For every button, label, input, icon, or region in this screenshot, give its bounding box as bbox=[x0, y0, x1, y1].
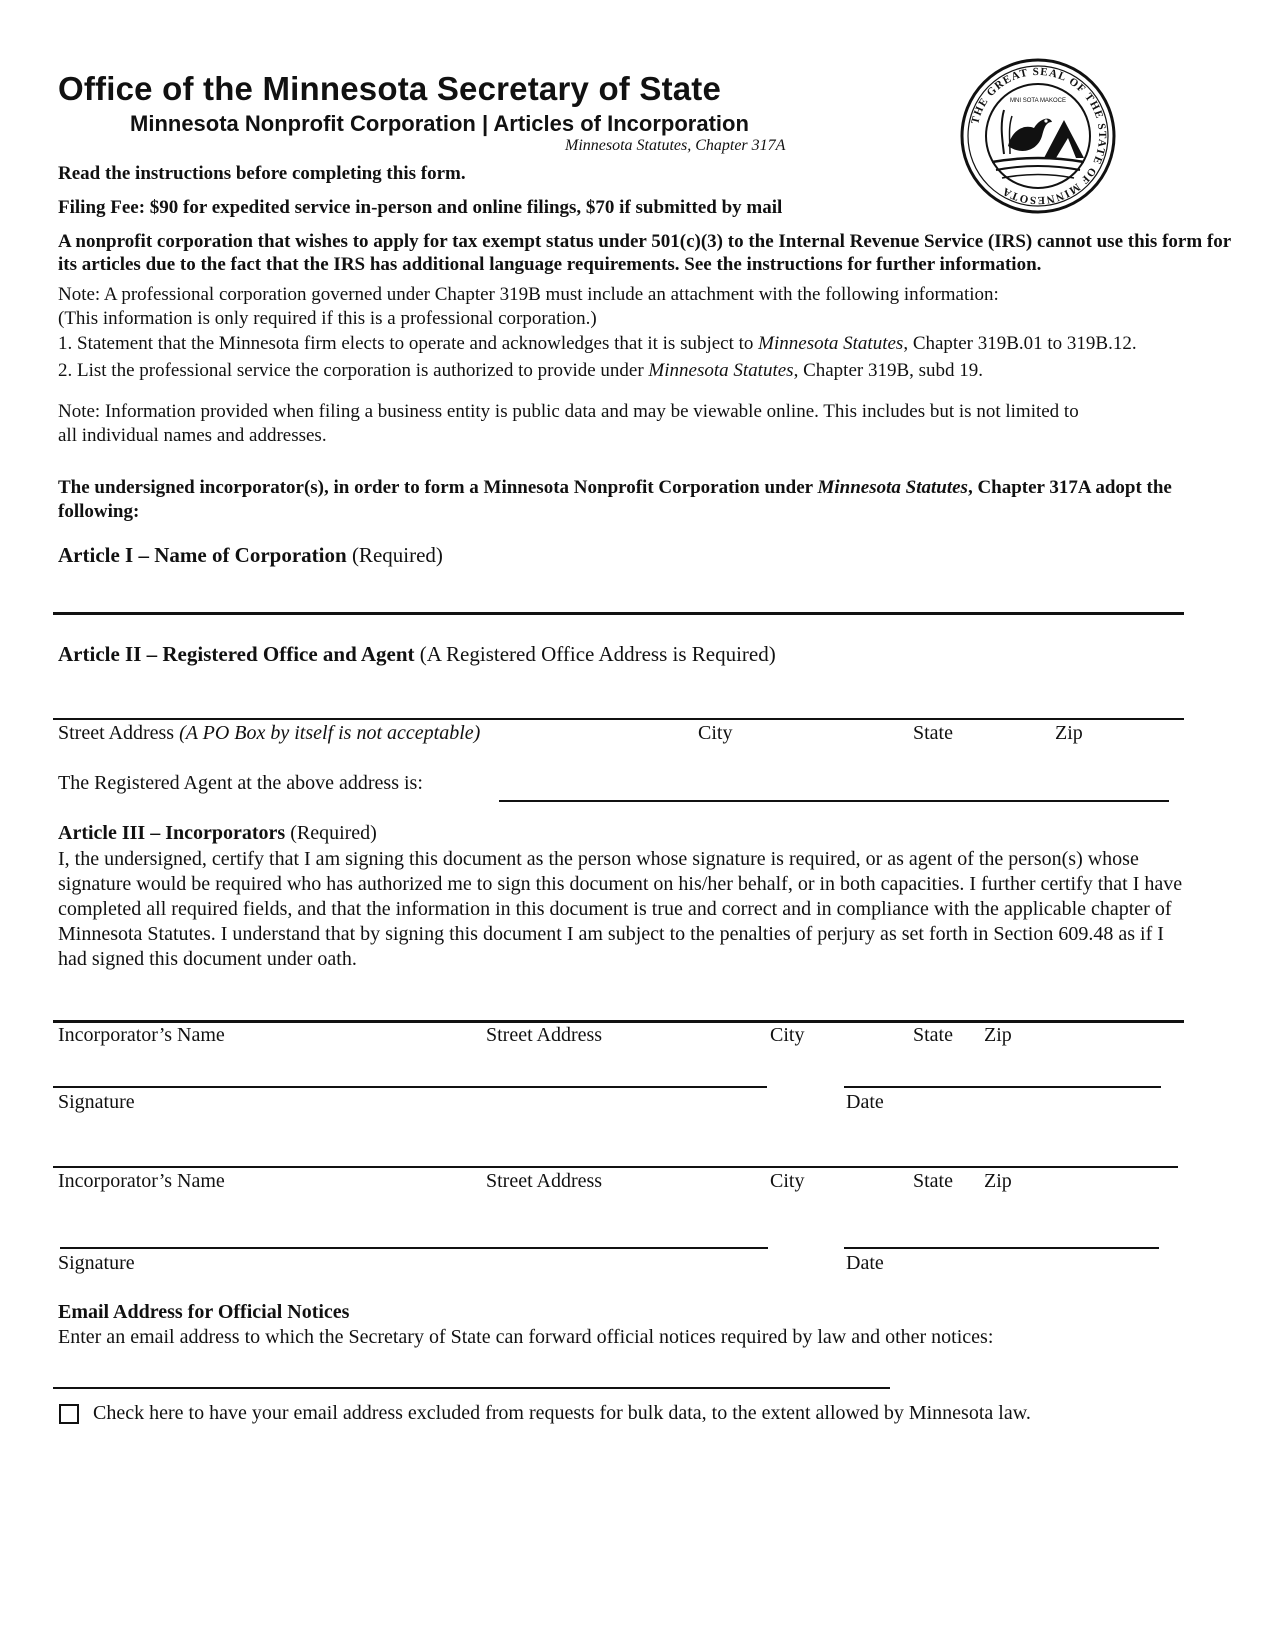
article-2-heading: Article II – Registered Office and Agent (A Registered Office Address is Required) bbox=[58, 642, 776, 666]
incorporator-2-signature-underline bbox=[60, 1247, 768, 1249]
incorporator-2-address-underline bbox=[53, 1166, 1178, 1168]
registered-agent-label: The Registered Agent at the above address is: bbox=[58, 772, 423, 794]
filing-fee: Filing Fee: $90 for expedited service in-person and online filings, $70 if submitted by mail bbox=[58, 197, 783, 218]
email-field[interactable] bbox=[58, 1360, 883, 1386]
public-data-note-line1: Note: Information provided when filing a business entity is public data and may be viewable online. This includes but is not limited to bbox=[58, 401, 1079, 422]
read-instructions: Read the instructions before completing this form. bbox=[58, 163, 466, 184]
registered-office-underline bbox=[53, 718, 1184, 720]
irs-notice: A nonprofit corporation that wishes to apply for tax exempt status under 501(c)(3) to the Internal Revenue Service (IRS) cannot use this form for its articles due to the fact that the IRS has additional language requirements. See the instructions for further information. bbox=[58, 231, 1231, 275]
incorporator-1-city-label: City bbox=[770, 1024, 805, 1046]
incorporator-1-address-underline bbox=[53, 1020, 1184, 1023]
professional-item-1: 1. Statement that the Minnesota firm elects to operate and acknowledges that it is subject to Minnesota Statutes, Chapter 319B.01 to 319B.12. bbox=[58, 333, 1137, 354]
incorporator-1-name-label: Incorporator’s Name bbox=[58, 1024, 225, 1046]
registered-agent-field[interactable] bbox=[500, 773, 1168, 799]
email-instructions: Enter an email address to which the Secretary of State can forward official notices required by law and other notices: bbox=[58, 1326, 994, 1348]
form-subtitle: Minnesota Nonprofit Corporation | Articles of Incorporation bbox=[130, 111, 749, 136]
incorporator-1-signature-underline bbox=[53, 1086, 767, 1088]
svg-text:MNI SOTA MAKOCE: MNI SOTA MAKOCE bbox=[1010, 98, 1066, 104]
incorporator-1-date-label: Date bbox=[846, 1091, 884, 1113]
incorporator-2-signature-label: Signature bbox=[58, 1252, 135, 1274]
incorporator-2-street-label: Street Address bbox=[486, 1170, 603, 1192]
incorporator-2-date-label: Date bbox=[846, 1252, 884, 1274]
incorporator-1-signature-label: Signature bbox=[58, 1091, 135, 1113]
incorporator-2-name-label: Incorporator’s Name bbox=[58, 1170, 225, 1192]
registered-office-address-field[interactable] bbox=[58, 690, 1178, 718]
article-1-heading: Article I – Name of Corporation (Required) bbox=[58, 543, 443, 567]
incorporator-1-street-label: Street Address bbox=[486, 1024, 603, 1046]
incorporator-2-address-field[interactable] bbox=[58, 1136, 1173, 1166]
svg-text:THE GREAT SEAL OF THE STATE OF: THE GREAT SEAL OF THE STATE OF MINNESOTA bbox=[969, 65, 1109, 207]
state-label: State bbox=[913, 722, 953, 744]
incorporator-1-date-underline bbox=[844, 1086, 1161, 1088]
incorporator-1-address-field[interactable] bbox=[58, 990, 1178, 1020]
incorporator-2-state-label: State bbox=[913, 1170, 953, 1192]
incorporator-2-zip-label: Zip bbox=[984, 1170, 1012, 1192]
article-3-heading: Article III – Incorporators (Required) bbox=[58, 822, 377, 844]
corporation-name-field[interactable] bbox=[58, 586, 1178, 612]
incorporator-2-date-underline bbox=[844, 1247, 1159, 1249]
incorporator-2-date-field[interactable] bbox=[846, 1221, 1156, 1247]
undersigned-statement: The undersigned incorporator(s), in order to form a Minnesota Nonprofit Corporation under Minnesota Statutes, Chapter 317A adopt the following: bbox=[58, 477, 1172, 522]
professional-note-line2: (This information is only required if this is a professional corporation.) bbox=[58, 308, 597, 329]
incorporator-2-city-label: City bbox=[770, 1170, 805, 1192]
page-title: Office of the Minnesota Secretary of State bbox=[58, 70, 722, 107]
email-underline bbox=[53, 1387, 890, 1389]
city-label: City bbox=[698, 722, 733, 744]
incorporator-2-signature-field[interactable] bbox=[62, 1221, 762, 1247]
certification-text: I, the undersigned, certify that I am signing this document as the person whose signature is required, or as agent of the person(s) whose signature would be required who has authorized me to sign this document on his/her behalf, or in both capacities. I further certify that I have completed all required fields, and that the information in this document is true and correct and in compliance with the applicable chapter of Minnesota Statutes. I understand that by signing this document I am subject to the penalties of perjury as set forth in Section 609.48 as if I had signed this document under oath. bbox=[58, 848, 1183, 970]
incorporator-1-state-label: State bbox=[913, 1024, 953, 1046]
statute-reference: Minnesota Statutes, Chapter 317A bbox=[565, 137, 786, 154]
corporation-name-underline bbox=[53, 612, 1184, 615]
professional-item-2: 2. List the professional service the corporation is authorized to provide under Minnesota Statutes, Chapter 319B, subd 19. bbox=[58, 360, 984, 381]
street-address-label: Street Address (A PO Box by itself is not acceptable) bbox=[58, 722, 481, 744]
incorporator-1-signature-field[interactable] bbox=[58, 1060, 763, 1086]
incorporator-1-date-field[interactable] bbox=[846, 1060, 1158, 1086]
professional-note-line1: Note: A professional corporation governed under Chapter 319B must include an attachment with the following information: bbox=[58, 284, 999, 305]
bulk-data-exclusion-checkbox[interactable] bbox=[59, 1404, 79, 1424]
public-data-note-line2: all individual names and addresses. bbox=[58, 425, 327, 446]
email-heading: Email Address for Official Notices bbox=[58, 1301, 350, 1323]
state-seal bbox=[960, 58, 1116, 214]
zip-label: Zip bbox=[1055, 722, 1083, 744]
incorporator-1-zip-label: Zip bbox=[984, 1024, 1012, 1046]
bulk-data-exclusion-label: Check here to have your email address excluded from requests for bulk data, to the extent allowed by Minnesota law. bbox=[93, 1402, 1031, 1424]
registered-agent-underline bbox=[499, 800, 1169, 802]
